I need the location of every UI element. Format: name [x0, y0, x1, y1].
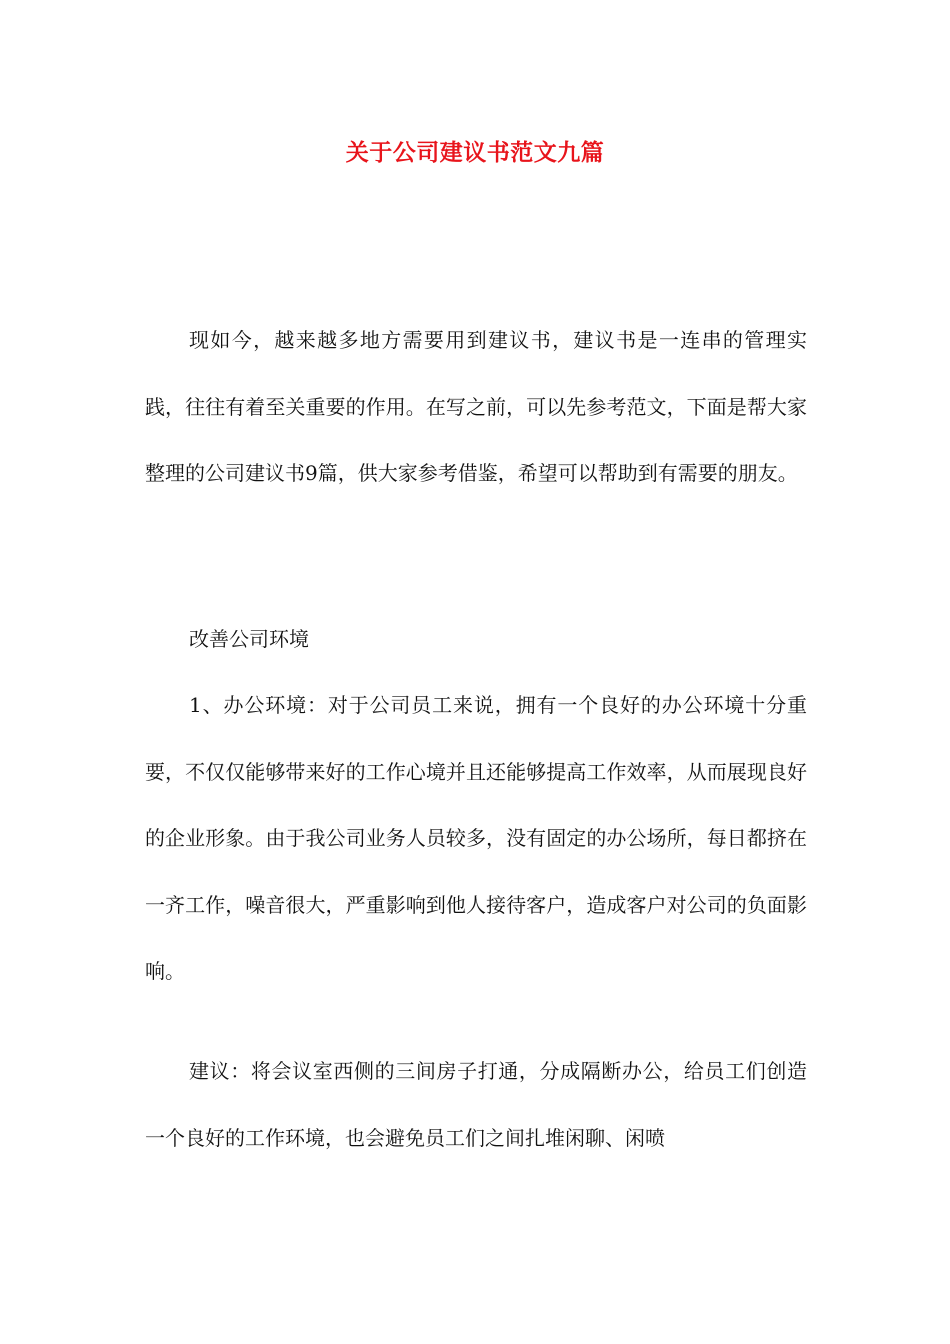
document-title: 关于公司建议书范文九篇 — [345, 139, 605, 166]
suggestion-paragraph: 建议：将会议室西侧的三间房子打通，分成隔断办公，给员工们创造一个良好的工作环境，也会避免员工们之间扎堆闲聊、闲喷 — [145, 1059, 807, 1150]
office-environment-paragraph: 1、办公环境：对于公司员工来说，拥有一个良好的办公环境十分重要，不仅仅能够带来好的工作心境并且还能够提高工作效率，从而展现良好的企业形象。由于我公司业务人员较多，没有固定的办公场所，每日都挤在一齐工作，噪音很大，严重影响到他人接待客户，造成客户对公司的负面影响。 — [145, 693, 807, 983]
section-heading: 改善公司环境 — [189, 627, 309, 651]
intro-paragraph: 现如今，越来越多地方需要用到建议书，建议书是一连串的管理实践，往往有着至关重要的作用。在写之前，可以先参考范文，下面是帮大家整理的公司建议书9篇，供大家参考借鉴，希望可以帮助到有需要的朋友。 — [145, 328, 807, 485]
